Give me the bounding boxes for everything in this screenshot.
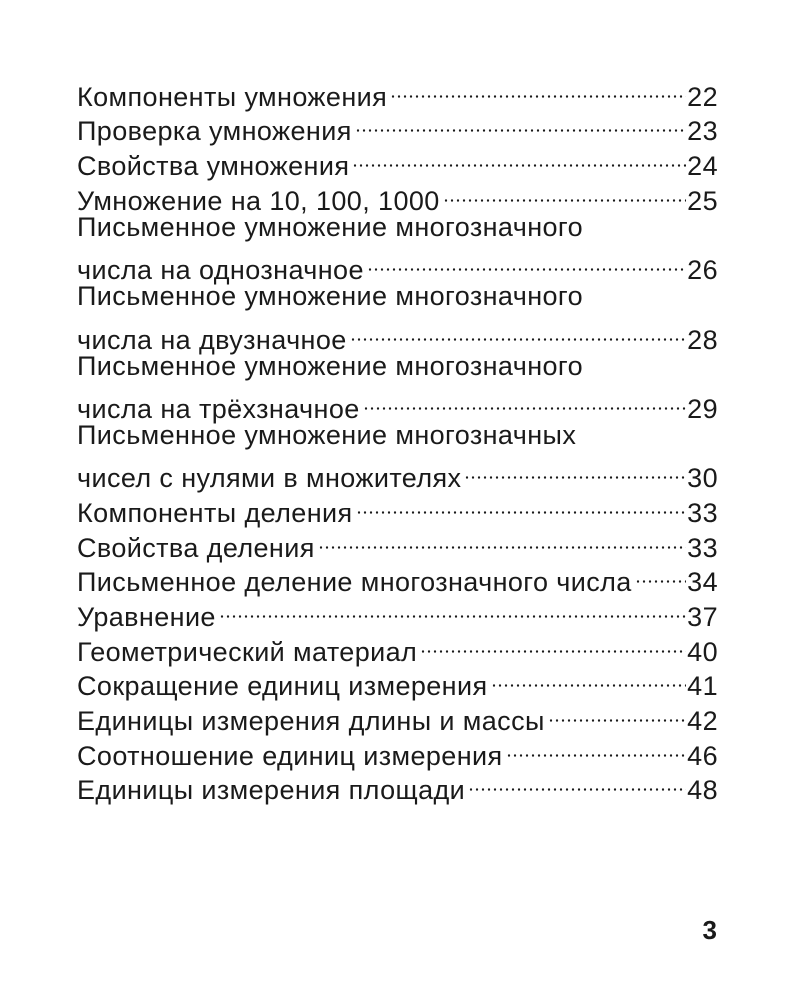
toc-entry-page: 29 (687, 393, 718, 424)
toc-entry-title: Проверка умножения (77, 116, 352, 147)
toc-entry-page: 22 (687, 81, 718, 112)
toc-entry-title: Письменное умножение многозначного (77, 211, 583, 242)
toc-entry-page: 41 (687, 671, 718, 702)
dot-leader (441, 175, 686, 210)
dot-leader (504, 730, 687, 765)
dot-leader (350, 140, 686, 175)
toc-entry-page: 28 (687, 324, 718, 355)
toc-entry-title: Умножение на 10, 100, 1000 (77, 185, 440, 216)
dot-leader (316, 522, 686, 557)
toc-entry-page: 42 (687, 706, 718, 737)
toc-entry-page: 37 (687, 602, 718, 632)
dot-leader (361, 383, 686, 418)
toc-entry-first-line[interactable] (77, 279, 718, 314)
toc-entry-title: Компоненты деления (77, 497, 353, 528)
dot-leader (489, 661, 687, 696)
toc-entry-title-continued: чисел с нулями в множителях (77, 463, 462, 494)
dot-leader (353, 106, 686, 141)
toc-entry[interactable] (77, 383, 718, 424)
dot-leader (388, 71, 686, 106)
page-number: 3 (702, 915, 717, 945)
toc-entry-title-continued: числа на двузначное (77, 324, 347, 355)
dot-leader (462, 453, 686, 488)
toc-entry-title: Единицы измерения длины и массы (77, 706, 545, 737)
toc-entry-title: Единицы измерения площади (77, 775, 466, 806)
toc-entry[interactable] (77, 244, 718, 286)
dot-leader (418, 626, 686, 661)
toc-entry-title: Сокращение единиц измерения (77, 671, 488, 702)
toc-entry-page: 33 (687, 497, 718, 528)
toc-entry-first-line[interactable] (77, 210, 718, 245)
toc-entry-page: 30 (687, 463, 718, 494)
dot-leader (546, 695, 686, 730)
toc-entry-page: 34 (687, 567, 718, 598)
toc-entry[interactable] (77, 314, 718, 355)
toc-entry-title: Письменное умножение многозначного (77, 281, 583, 312)
toc-entry-first-line[interactable] (77, 418, 718, 453)
toc-entry-page: 40 (687, 636, 718, 667)
toc-entry-title: Свойства умножения (77, 151, 350, 182)
dot-leader (466, 765, 686, 800)
toc-entry-page: 48 (687, 775, 718, 806)
dot-leader (354, 487, 687, 522)
toc-entry-page: 33 (687, 532, 718, 563)
toc-entry-first-line[interactable] (77, 349, 718, 384)
toc-entry-page: 25 (687, 185, 718, 216)
toc-entry-title: Письменное деление многозначного числа (77, 567, 632, 598)
toc-entry-page: 26 (687, 255, 718, 286)
toc-entry-page: 23 (687, 116, 718, 147)
toc-entry-title: Письменное умножение многозначного (77, 350, 583, 381)
toc-entry-title: Письменное умножение многозначных (77, 419, 577, 450)
toc-entry-title: Геометрический материал (77, 636, 418, 667)
dot-leader (217, 591, 686, 626)
toc-entry[interactable] (77, 71, 718, 112)
toc-entry-title-continued: числа на трёхзначное (77, 393, 360, 424)
toc-entry-title: Компоненты умножения (77, 81, 388, 112)
toc-entry[interactable] (77, 453, 718, 494)
dot-leader (365, 244, 686, 279)
dot-leader (348, 314, 686, 349)
toc-entry-page: 46 (687, 740, 718, 771)
toc-entry-title: Свойства деления (77, 532, 315, 563)
table-of-contents (77, 71, 718, 806)
toc-entry-title: Уравнение (77, 602, 216, 632)
toc-entry-page: 24 (687, 151, 718, 182)
toc-entry-title-continued: числа на однозначное (77, 255, 364, 286)
toc-entry-title: Соотношение единиц измерения (77, 740, 503, 771)
dot-leader (633, 557, 686, 592)
